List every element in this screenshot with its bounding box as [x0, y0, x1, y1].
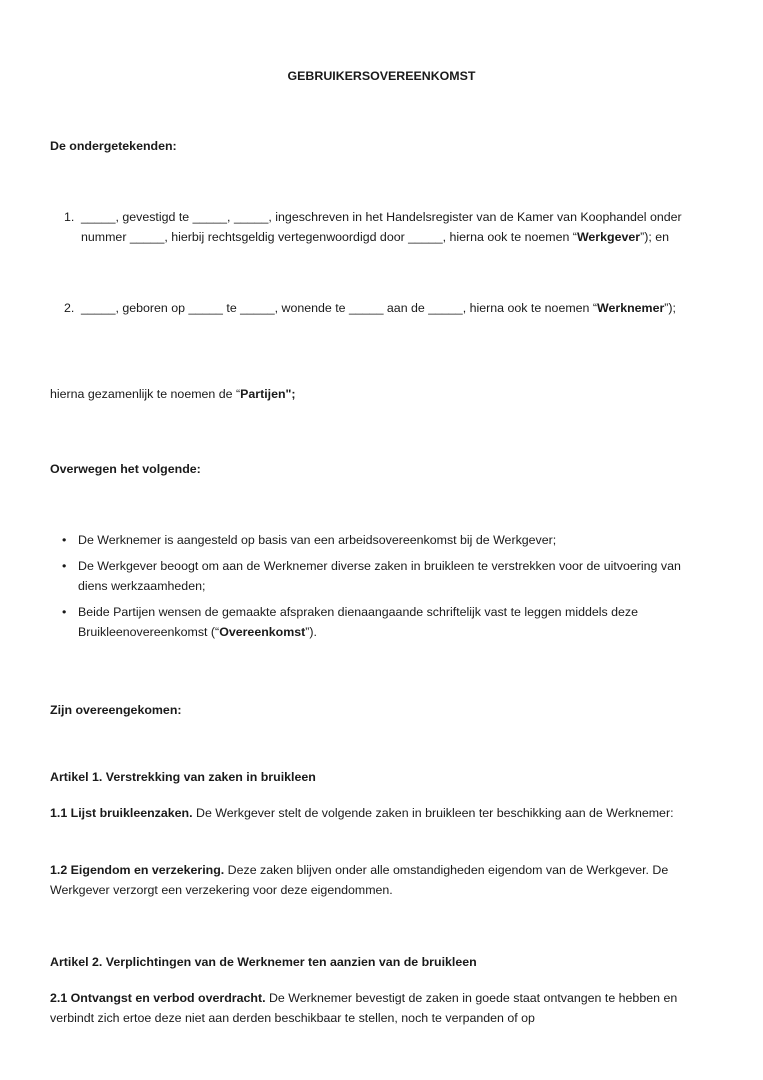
- party-text: _____, gevestigd te _____, _____, ingeschreven in het Handelsregister van de Kamer van Koophandel onder nummer _____, hierbij rechtsgeldig vertegenwoordigd door _____, hierna ook te noemen “Werkgever”); en: [81, 210, 682, 244]
- collective-term: Partijen";: [240, 387, 296, 401]
- clause-label: 2.1 Ontvangst en verbod overdracht.: [50, 991, 266, 1005]
- clause-1-2: 1.2 Eigendom en verzekering. Deze zaken blijven onder alle omstandigheden eigendom van de Werkgever. De Werkgever verzorgt een verzekering voor deze eigendommen.: [50, 863, 669, 897]
- party-1: [64, 207, 724, 247]
- party-number: 1.: [64, 210, 75, 224]
- party-2: [64, 298, 724, 318]
- consideration-item: • Beide Partijen wensen de gemaakte afspraken dienaangaande schriftelijk vast te leggen middels deze Bruikleenovereenkomst (“Overeenkomst”).: [62, 602, 712, 642]
- clause-label: 1.2 Eigendom en verzekering.: [50, 863, 225, 877]
- party-number: 2.: [64, 301, 75, 315]
- party-role: Werknemer: [597, 301, 665, 315]
- signatories-heading: De ondergetekenden:: [50, 139, 177, 153]
- consideration-item: • De Werkgever beoogt om aan de Werknemer diverse zaken in bruikleen te verstrekken voor de uitvoering van diens werkzaamheden;: [62, 556, 712, 596]
- collective-designation: hierna gezamenlijk te noemen de “Partijen";: [50, 387, 296, 401]
- bullet-icon: •: [62, 559, 67, 573]
- party-text: _____, geboren op _____ te _____, wonende te _____ aan de _____, hierna ook te noemen “Werknemer”);: [81, 301, 676, 315]
- document-title: GEBRUIKERSOVEREENKOMST: [287, 69, 476, 83]
- bullet-icon: •: [62, 605, 67, 619]
- considerations-heading: Overwegen het volgende:: [50, 462, 201, 476]
- bullet-icon: •: [62, 533, 67, 547]
- considerations-list: [62, 530, 712, 648]
- agreement-term: Overeenkomst: [219, 625, 306, 639]
- party-role: Werkgever: [576, 230, 641, 244]
- consideration-item: • De Werknemer is aangesteld op basis van een arbeidsovereenkomst bij de Werkgever;: [62, 530, 712, 550]
- clause-label: 1.1 Lijst bruikleenzaken.: [50, 806, 193, 820]
- article-1-title: Artikel 1. Verstrekking van zaken in bruikleen: [50, 770, 316, 784]
- clause-2-1: 2.1 Ontvangst en verbod overdracht. De Werknemer bevestigt de zaken in goede staat ontvangen te hebben en verbindt zich ertoe deze niet aan derden beschikbaar te stellen, noch te verpanden of op: [50, 991, 678, 1025]
- article-2-title: Artikel 2. Verplichtingen van de Werknemer ten aanzien van de bruikleen: [50, 955, 477, 969]
- agreed-heading: Zijn overeengekomen:: [50, 703, 182, 717]
- clause-1-1: 1.1 Lijst bruikleenzaken. De Werkgever stelt de volgende zaken in bruikleen ter beschikking aan de Werknemer:: [50, 806, 674, 820]
